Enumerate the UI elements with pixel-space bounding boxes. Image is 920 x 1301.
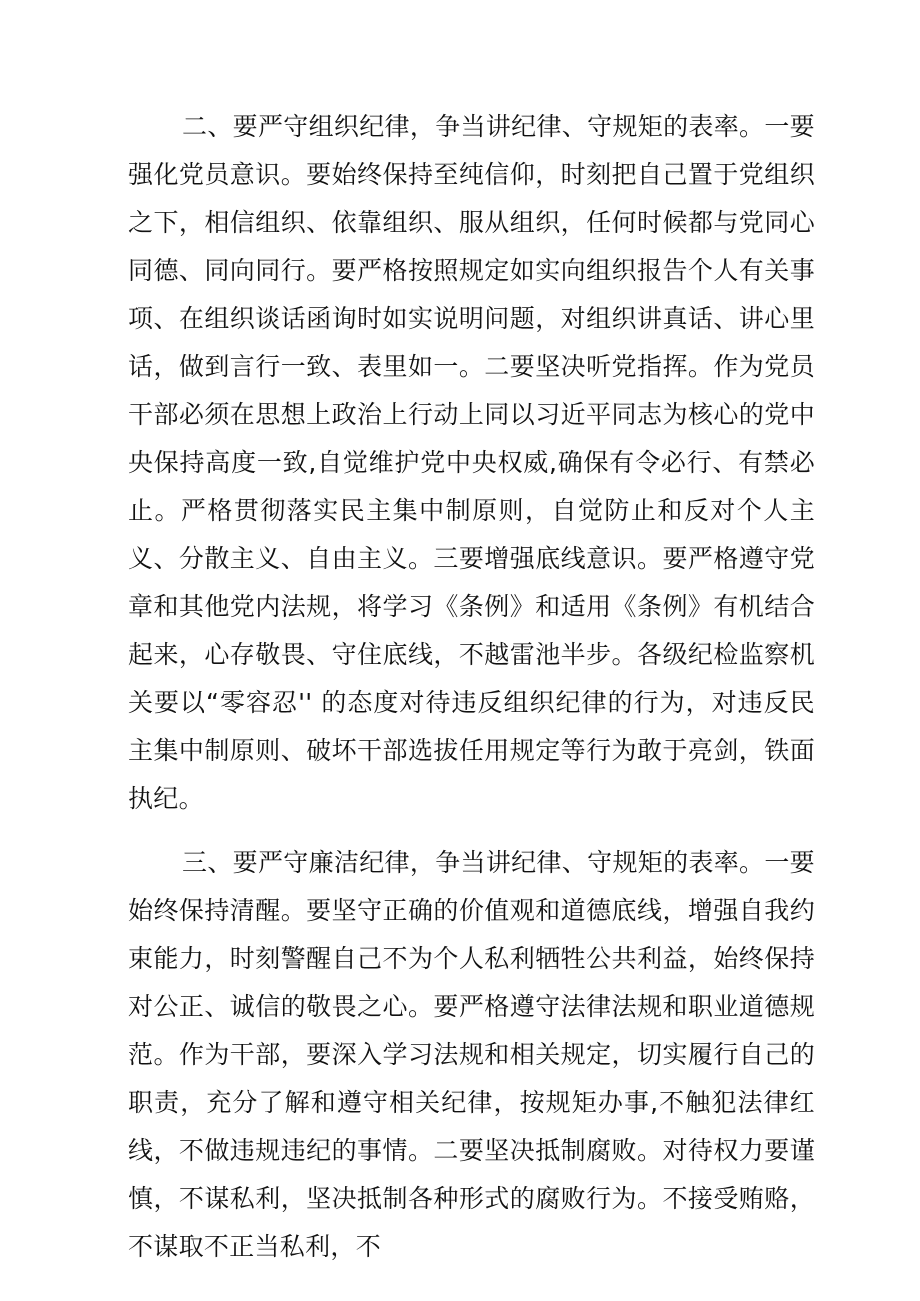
paragraph-integrity-discipline: 三、要严守廉洁纪律，争当讲纪律、守规矩的表率。一要始终保持清醒。要坚守正确的价值观和道德底线，增强自我约束能力，时刻警醒自己不为个人私利牺牲公共利益，始终保持对公正、诚信的敬畏之心。要严格遵守法律法规和职业道德规范。作为干部，要深入学习法规和相关规定，切实履行自己的职责，充分了解和遵守相关纪律，按规矩办事,不触犯法律红线，不做违规违纪的事情。二要坚决抵制腐败。对待权力要谨慎，不谋私利，坚决抵制各种形式的腐败行为。不接受贿赂，不谋取不正当私利，不 [128,848,815,1261]
paragraph-organization-discipline: 二、要严守组织纪律，争当讲纪律、守规矩的表率。一要强化党员意识。要始终保持至纯信仰，时刻把自己置于党组织之下，相信组织、依靠组织、服从组织，任何时候都与党同心同德、同向同行。要严格按照规定如实向组织报告个人有关事项、在组织谈话函询时如实说明问题，对组织讲真话、讲心里话，做到言行一致、表里如一。二要坚决听党指挥。作为党员干部必须在思想上政治上行动上同以习近平同志为核心的党中央保持高度一致,自觉维护党中央权威,确保有令必行、有禁必止。严格贯彻落实民主集中制原则，自觉防止和反对个人主义、分散主义、自由主义。三要增强底线意识。要严格遵守党章和其他党内法规，将学习《条例》和适用《条例》有机结合起来，心存敬畏、守住底线，不越雷池半步。各级纪检监察机关要以“零容忍'' 的态度对待违反组织纪律的行为，对违反民主集中制原则、破坏干部选拔任用规定等行为敢于亮剑，铁面执纪。 [128,112,815,813]
